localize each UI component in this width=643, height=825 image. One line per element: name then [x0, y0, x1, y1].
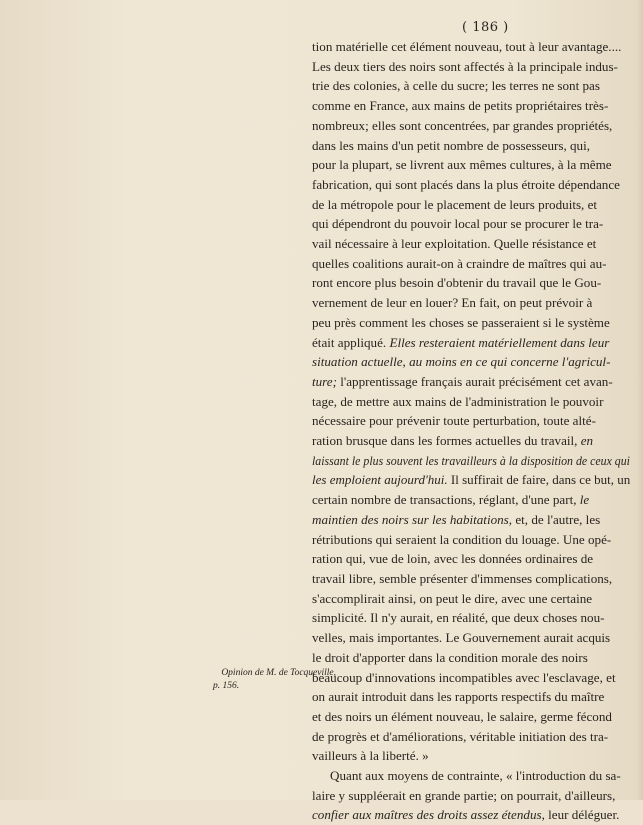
italic-run: Elles resteraient matériellement dans leur [389, 334, 610, 350]
text-run: certain nombre de transactions, réglant, d'une part, [312, 492, 580, 508]
text-run: ration brusque dans les formes actuelles du travail, [312, 433, 581, 449]
text-run: simplicité. Il n'y aurait, en réalité, que deux choses nou- [312, 610, 605, 626]
text-line [312, 392, 630, 412]
text-run: tion matérielle cet élément nouveau, tout à leur avantage.... [312, 39, 622, 54]
text-line [312, 549, 630, 569]
text-line [312, 746, 630, 766]
text-run: était appliqué. [312, 334, 390, 350]
text-line [312, 530, 630, 550]
text-run: qui dépendront du pouvoir local pour se procurer le tra- [312, 216, 604, 232]
text-line [312, 57, 630, 77]
text-line [312, 155, 630, 175]
text-run: on aurait introduit dans les rapports respectifs du maître [312, 689, 605, 705]
page-number: ( 186 ) [462, 20, 509, 35]
text-line [312, 116, 630, 136]
text-run: et, de l'autre, les [512, 511, 601, 527]
text-line [312, 333, 630, 353]
text-run: s'accomplirait ainsi, on peut le dire, avec une certaine [312, 590, 593, 606]
text-line [312, 411, 630, 431]
text-run: de progrès et d'améliorations, véritable initiation des tra- [312, 728, 609, 744]
margin-note-line: Opinion de M. de Tocqueville, [221, 668, 336, 678]
text-line [312, 372, 630, 392]
text-line [312, 470, 631, 490]
text-line [312, 214, 630, 234]
text-line [312, 668, 630, 688]
text-line [312, 727, 630, 747]
italic-run: en [580, 433, 594, 449]
page-fold-shadow [637, 0, 643, 800]
text-line [312, 175, 630, 195]
text-line [312, 687, 630, 707]
text-line [312, 766, 630, 786]
italic-run: confier aux maîtres des droits assez étendus, [312, 807, 545, 823]
text-line [312, 273, 630, 293]
text-line [312, 510, 630, 530]
text-run: velles, mais importantes. Le Gouvernement aurait acquis [312, 630, 611, 646]
text-run: rétributions qui seraient la condition du louage. Une opé- [312, 531, 612, 547]
text-run: leur déléguer. [544, 807, 620, 823]
text-run: Les deux tiers des noirs sont affectés à la principale indus- [312, 58, 618, 74]
text-run: et des noirs un élément nouveau, le salaire, germe fécond [312, 708, 612, 724]
text-line [312, 490, 630, 510]
text-run: quelles coalitions aurait-on à craindre de maîtres qui au- [312, 255, 607, 271]
italic-run: maintien des noirs sur les habitations, [312, 511, 513, 527]
text-run: dans les mains d'un petit nombre de possesseurs, qui, [312, 137, 591, 153]
text-run: le droit d'apporter dans la condition morale des noirs [312, 649, 588, 665]
italic-run: situation actuelle, au moins en ce qui concerne l'agricul- [312, 354, 611, 370]
italic-run: le [579, 492, 590, 508]
text-run: de la métropole pour le placement de leurs produits, et [312, 196, 598, 212]
text-line [312, 136, 630, 156]
text-run: vailleurs à la liberté. » [312, 748, 429, 764]
italic-run: laissant le plus souvent les travailleurs à la disposition de ceux qui [312, 452, 630, 468]
italic-run: les emploient aujourd'hui. [312, 472, 448, 488]
text-line [312, 254, 630, 274]
text-run: tage, de mettre aux mains de l'administration le pouvoir [312, 393, 604, 409]
text-line [312, 234, 630, 254]
italic-run: ture; [312, 373, 337, 389]
text-line [312, 786, 630, 806]
text-run: travail libre, semble présenter d'immenses complications, [312, 570, 613, 586]
text-line [312, 569, 630, 589]
text-run: Il suffirait de faire, dans ce but, un [447, 472, 631, 488]
text-run: ront encore plus besoin d'obtenir du travail que le Gou- [312, 275, 602, 291]
text-line [312, 195, 630, 215]
text-run: fabrication, qui sont placés dans la plus étroite dépendance [312, 176, 620, 192]
text-run: nécessaire pour prévenir toute perturbation, toute alté- [312, 413, 596, 429]
text-run: l'apprentissage français aurait précisément cet avan- [336, 373, 613, 389]
margin-note-line: p. 156. [213, 681, 240, 691]
text-line [312, 628, 630, 648]
text-run: nombreux; elles sont concentrées, par grandes propriétés, [312, 117, 613, 133]
text-run: Quant aux moyens de contrainte, « l'introduction du sa- [330, 768, 621, 784]
text-line [312, 96, 630, 116]
text-line [312, 805, 630, 825]
text-run: vernement de leur en louer? En fait, on peut prévoir à [312, 295, 593, 311]
text-line [312, 313, 630, 333]
text-run: trie des colonies, à celle du sucre; les terres ne sont pas [312, 78, 600, 94]
text-run: peu près comment les choses se passeraient si le système [312, 314, 610, 330]
text-line [312, 451, 630, 471]
text-run: laire y suppléerait en grande partie; on pourrait, d'ailleurs, [312, 787, 616, 803]
text-line [312, 293, 630, 313]
text-line [312, 608, 630, 628]
text-run: vail nécessaire à leur exploitation. Quelle résistance et [312, 236, 597, 252]
text-line [312, 76, 630, 96]
text-run: pour la plupart, se livrent aux mêmes cultures, à la même [312, 157, 612, 173]
text-line [312, 431, 630, 451]
body-text [312, 37, 630, 825]
text-run: ration qui, vue de loin, avec les données ordinaires de [312, 551, 594, 567]
text-line [312, 707, 630, 727]
text-line [312, 648, 630, 668]
text-line [312, 352, 630, 372]
text-run: beaucoup d'innovations incompatibles avec l'esclavage, et [312, 669, 616, 685]
text-line [312, 37, 630, 57]
text-line [312, 589, 630, 609]
text-run: comme en France, aux mains de petits propriétaires très- [312, 98, 609, 114]
